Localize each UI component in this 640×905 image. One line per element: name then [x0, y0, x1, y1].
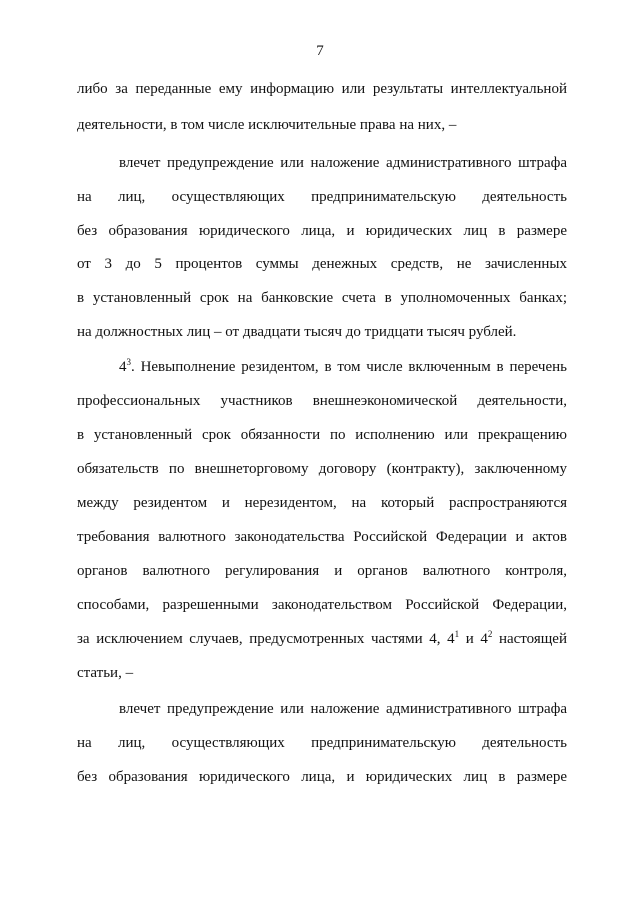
paragraph-text: . Невыполнение резидентом, в том числе включенным в перечень	[131, 359, 567, 375]
text-line: на лиц, осуществляющих предпринимательскую деятельность	[77, 189, 567, 205]
text-line: влечет предупреждение или наложение административного штрафа	[119, 701, 567, 717]
exceptions-superscript-2: 2	[487, 629, 493, 639]
text-line: между резидентом и нерезидентом, на который распространяются	[77, 495, 567, 511]
exceptions-text-2: и 4	[459, 631, 488, 647]
text-line: органов валютного регулирования и органов валютного контроля,	[77, 563, 567, 579]
text-line: требования валютного законодательства Российской Федерации и актов	[77, 529, 567, 545]
text-line: в установленный срок обязанности по исполнению или прекращению	[77, 427, 567, 443]
page-number: 7	[316, 43, 324, 59]
text-line: влечет предупреждение или наложение административного штрафа	[119, 155, 567, 171]
text-line: от 3 до 5 процентов суммы денежных средств, не зачисленных	[77, 256, 567, 272]
paragraph-4-3-heading-line	[119, 357, 567, 377]
text-line: без образования юридического лица, и юридических лиц в размере	[77, 223, 567, 239]
text-line: либо за переданные ему информацию или результаты интеллектуальной	[77, 81, 567, 97]
exceptions-superscript-1: 1	[454, 629, 460, 639]
text-line: в установленный срок на банковские счета в уполномоченных банках;	[77, 290, 567, 306]
text-line: профессиональных участников внешнеэкономической деятельности,	[77, 393, 567, 409]
text-line: способами, разрешенными законодательством Российской Федерации,	[77, 597, 567, 613]
text-line: на должностных лиц – от двадцати тысяч до тридцати тысяч рублей.	[77, 324, 517, 340]
text-line: статьи, –	[77, 665, 134, 681]
text-line: на лиц, осуществляющих предпринимательскую деятельность	[77, 735, 567, 751]
paragraph-number: 4	[119, 359, 127, 375]
exceptions-line	[77, 629, 567, 649]
text-line: деятельности, в том числе исключительные права на них, –	[77, 117, 457, 133]
text-line: обязательств по внешнеторговому договору (контракту), заключенному	[77, 461, 567, 477]
text-line: без образования юридического лица, и юридических лиц в размере	[77, 769, 567, 785]
paragraph-superscript: 3	[126, 357, 131, 367]
exceptions-text-1: за исключением случаев, предусмотренных частями 4, 4	[77, 631, 455, 647]
exceptions-text-3: настоящей	[492, 631, 567, 647]
